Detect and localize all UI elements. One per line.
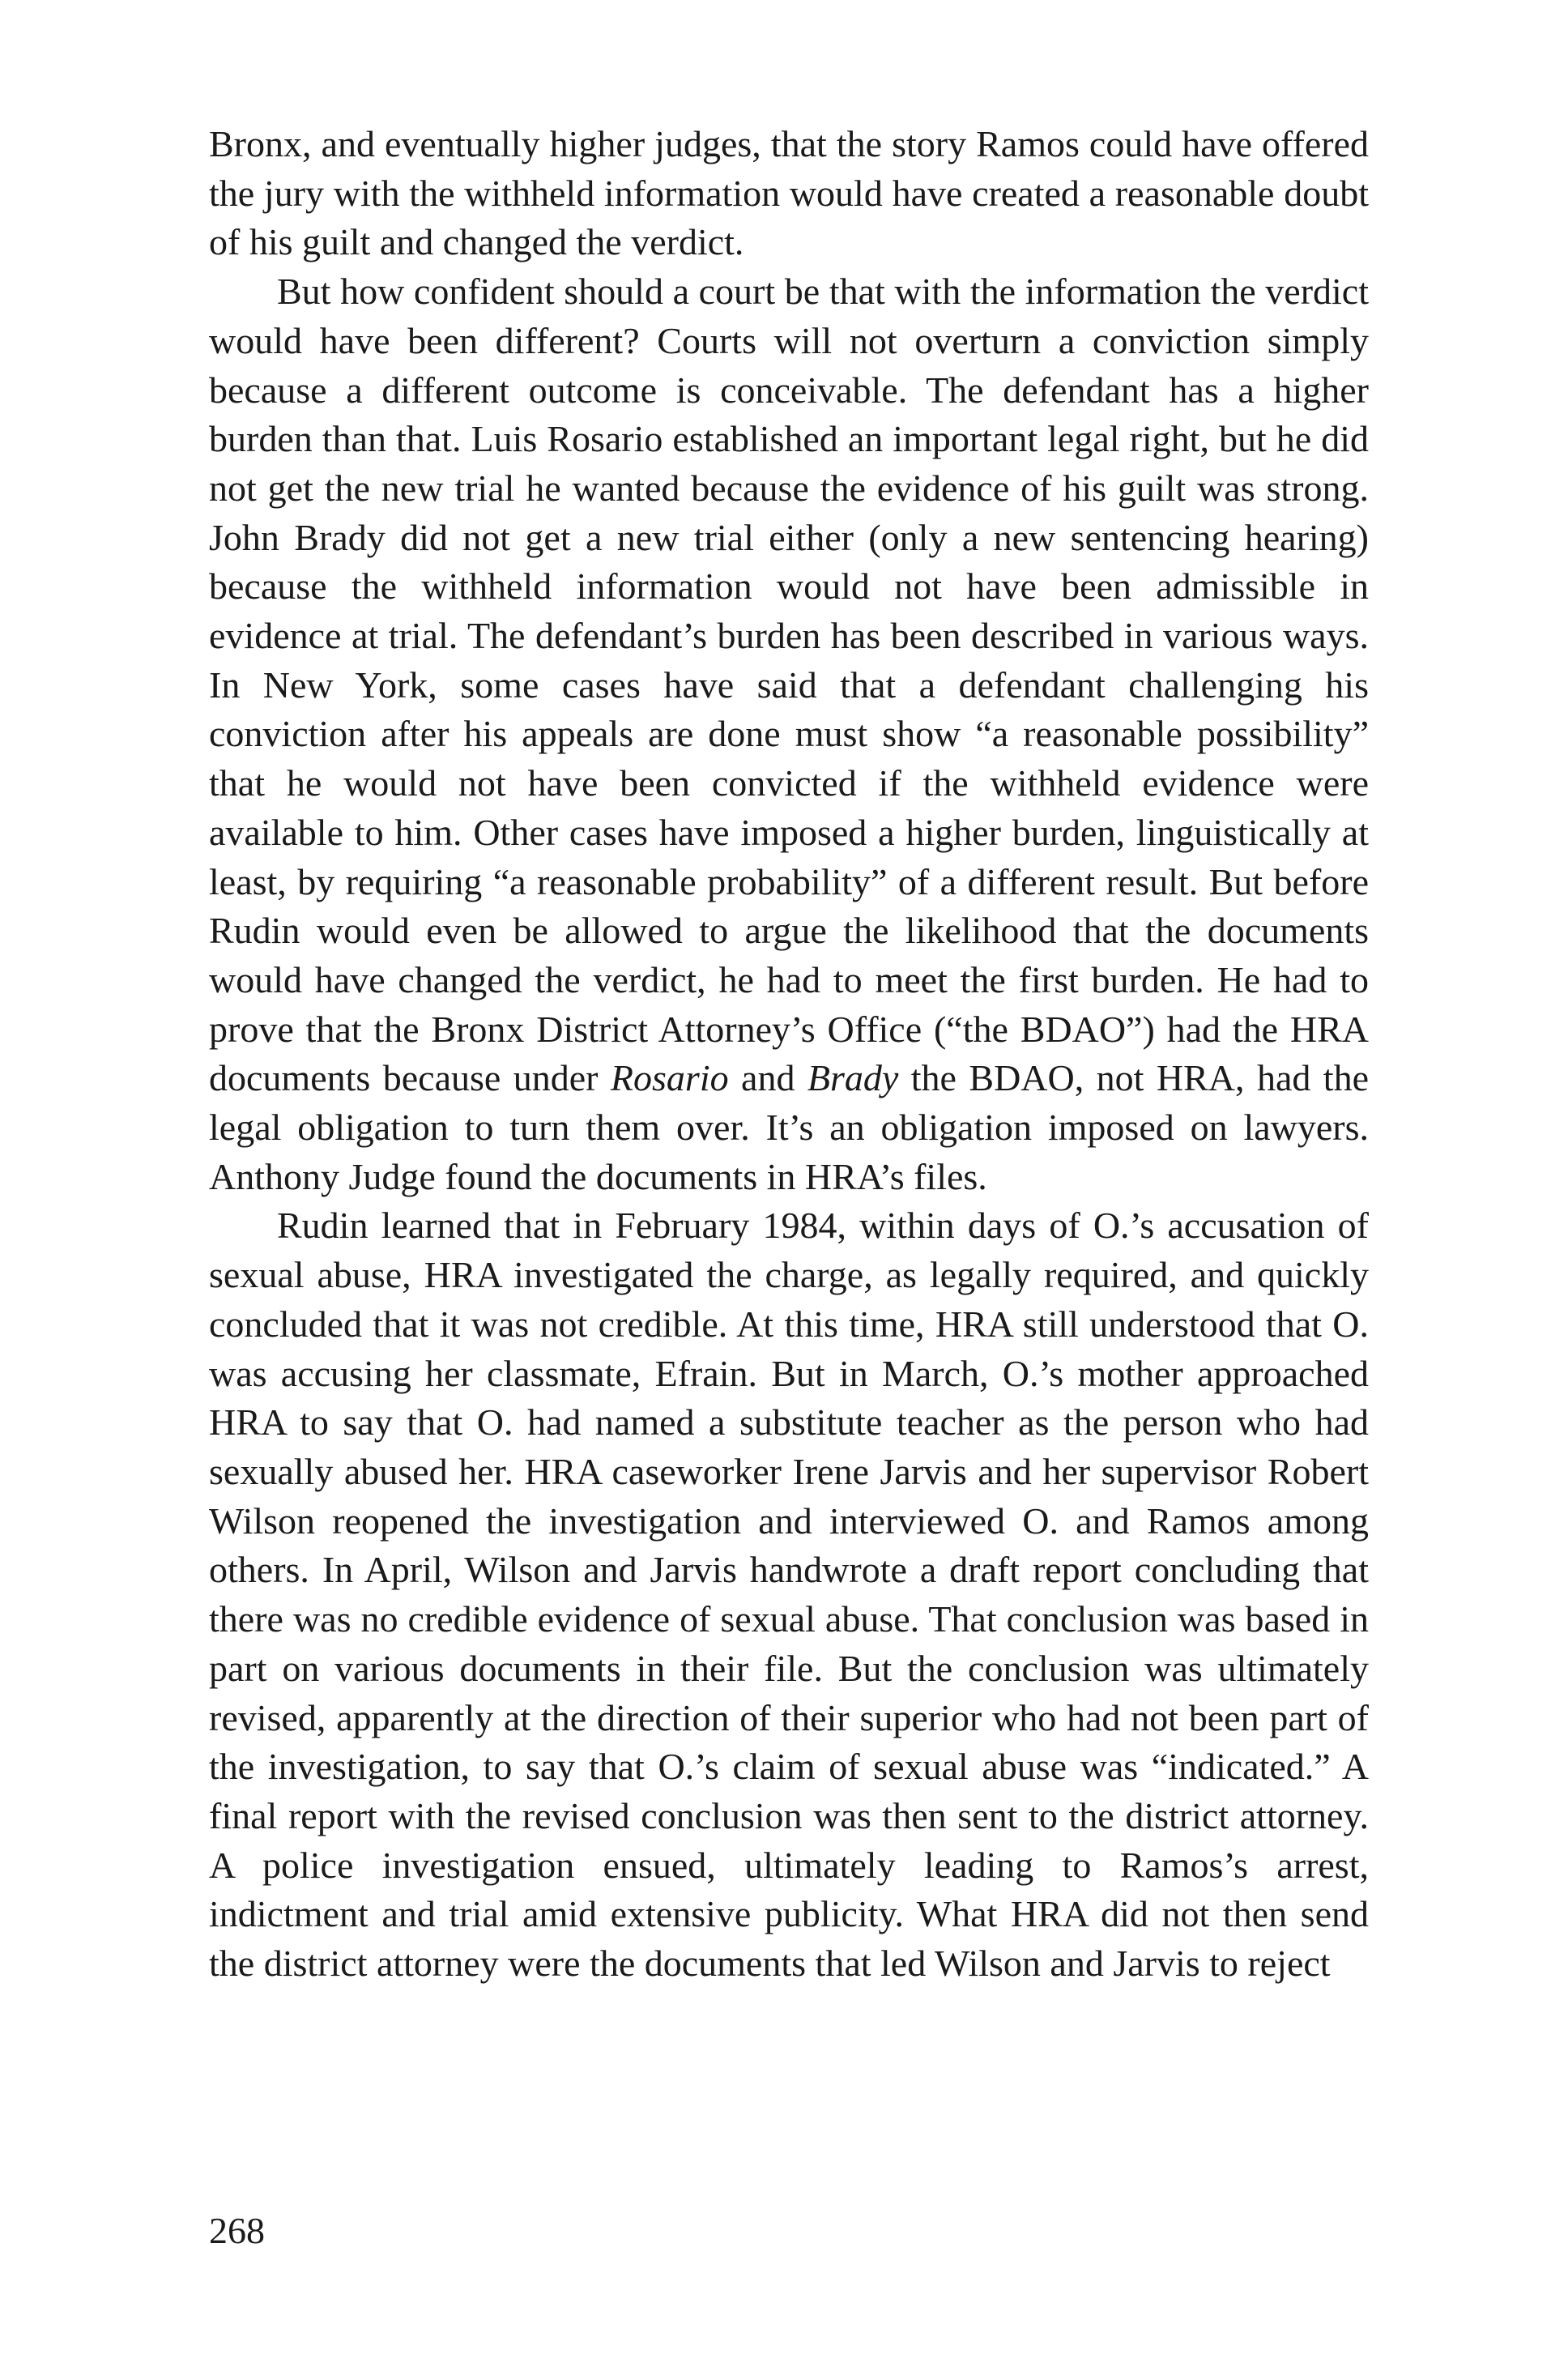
text-segment: the BDAO, not HRA, had the legal obligation to turn them over. It’s an obligation imposed on lawyers. Anthony Judge found the documents in HRA’s files. [209, 1057, 1369, 1197]
paragraph-2 [209, 267, 1369, 1201]
page-number: 268 [209, 2210, 265, 2251]
case-name-brady: Brady [807, 1057, 899, 1099]
paragraph-3 [209, 1201, 1369, 1988]
paragraph-1 [209, 120, 1369, 267]
body-text [209, 120, 1369, 1989]
text-segment: Rudin learned that in February 1984, within days of O.’s accusation of sexual abuse, HRA investigated the charge, as legally required, and quickly concluded that it was not credible. At this time, HRA still understood that O. was accusing her classmate, Efrain. But in March, O.’s mother approached HRA to say that O. had named a substitute teacher as the person who had sexually abused her. HRA caseworker Irene Jarvis and her supervisor Robert Wilson reopened the investigation and interviewed O. and Ramos among others. In April, Wilson and Jarvis handwrote a draft report concluding that there was no credible evidence of sexual abuse. That conclusion was based in part on various documents in their file. But the conclusion was ultimately revised, apparently at the direction of their superior who had not been part of the investigation, to say that O.’s claim of sexual abuse was “indicated.” A final report with the revised conclusion was then sent to the district attorney. A police investigation ensued, ultimately leading to Ramos’s arrest, indictment and trial amid extensive publicity. What HRA did not then send the district attorney were the documents that led Wilson and Jarvis to reject [209, 1205, 1369, 1985]
text-segment: Bronx, and eventually higher judges, that the story Ramos could have offered the jury with the withheld information would have created a reasonable doubt of his guilt and changed the verdict. [209, 123, 1369, 263]
text-segment: and [728, 1057, 807, 1099]
text-segment: But how confident should a court be that with the information the verdict would have been different? Courts will not overturn a conviction simply because a different outcome is conceivable. The defendant has a higher burden than that. Luis Rosario established an important legal right, but he did not get the new trial he wanted because the evidence of his guilt was strong. John Brady did not get a new trial either (only a new sentencing hearing) because the withheld information would not have been admissible in evidence at trial. The defendant’s burden has been described in various ways. In New York, some cases have said that a defendant challenging his conviction after his appeals are done must show “a reasonable possibility” that he would not have been convicted if the withheld evidence were available to him. Other cases have imposed a higher burden, linguistically at least, by requiring “a reasonable probability” of a different result. But before Rudin would even be allowed to argue the likelihood that the documents would have changed the verdict, he had to meet the first burden. He had to prove that the Bronx District Attorney’s Office (“the BDAO”) had the HRA documents because under [209, 271, 1369, 1099]
case-name-rosario: Rosario [610, 1057, 729, 1099]
